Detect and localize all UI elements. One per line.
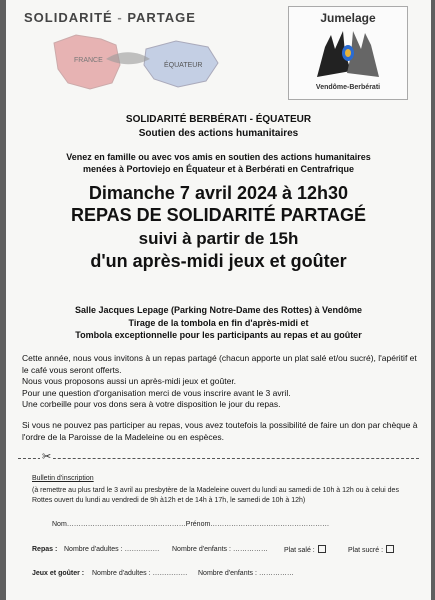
- map-label-ecuador: ÉQUATEUR: [164, 62, 203, 69]
- savory-dish-option[interactable]: [284, 545, 326, 556]
- event-followed: suivi à partir de 15h: [138, 229, 299, 248]
- event-title: REPAS DE SOLIDARITÉ PARTAGÉ: [70, 205, 367, 225]
- jumelage-subtitle: Vendôme-Berbérati: [315, 84, 381, 91]
- savory-dish-checkbox[interactable]: [318, 545, 326, 553]
- body-paragraph: Si vous ne pouvez pas participer au repas, vous avez toutefois la possibilité de faire un don par chèque à l'ordre de la Paroisse de la Madeleine ou en espèces.: [22, 419, 418, 442]
- body-paragraph: Cette année, nous vous invitons à un repas partagé (chacun apporte un plat salé et/ou sucré), l'apéritif et le café vous seront offerts.: [22, 353, 417, 375]
- cut-line: [18, 458, 419, 459]
- meal-children-field[interactable]: Nombre d'enfants : ……………: [172, 546, 268, 553]
- body-text: [22, 353, 419, 443]
- body-paragraph: Une corbeille pour vos dons sera à votre disposition le jour du repas.: [22, 399, 281, 410]
- map-label-france: FRANCE: [74, 57, 103, 64]
- mission-subtitle: Soutien des actions humanitaires: [138, 128, 299, 139]
- intro-line-2: menées à Portoviejo en Équateur et à Berbérati en Centrafrique: [82, 164, 355, 174]
- logo-title-separator: -: [117, 10, 123, 25]
- event-date: Dimanche 7 avril 2024 à 12h30: [88, 183, 349, 203]
- jumelage-logo: [288, 6, 408, 100]
- flyer-page: [6, 0, 431, 600]
- sweet-dish-checkbox[interactable]: [386, 545, 394, 553]
- games-label: Jeux et goûter :: [32, 570, 85, 577]
- hands-icon: [309, 27, 387, 81]
- meal-label: Repas :: [32, 546, 58, 553]
- france-ecuador-map-logo: [46, 25, 226, 95]
- venue-info: [6, 304, 431, 342]
- intro-text: [6, 151, 431, 175]
- jumelage-title: Jumelage: [320, 11, 376, 25]
- form-note: (à remettre au plus tard le 3 avril au presbytère de la Madeleine ouvert du lundi au samedi de 10h à 12h ou à celui des Rottes ouvert du lundi au vendredi de 9h à12h et de 14h à 17h, le samedi de 10h à 12h): [32, 487, 399, 504]
- venue-line-1: Salle Jacques Lepage (Parking Notre-Dame des Rottes) à Vendôme: [74, 305, 363, 315]
- games-adults-field[interactable]: Nombre d'adultes : ……………: [92, 570, 188, 577]
- logo-title: [24, 10, 196, 25]
- scissors-icon: ✂: [42, 451, 52, 463]
- logo-title-right: PARTAGE: [127, 10, 196, 25]
- body-paragraph: Nous vous proposons aussi un après-midi jeux et goûter.: [22, 376, 237, 387]
- intro-line-1: Venez en famille ou avec vos amis en soutien des actions humanitaires: [66, 152, 371, 162]
- event-afternoon: d'un après-midi jeux et goûter: [90, 251, 347, 271]
- form-title: Bulletin d'inscription: [32, 475, 94, 482]
- sweet-dish-option[interactable]: [348, 545, 394, 556]
- savory-dish-label: Plat salé :: [284, 547, 315, 554]
- meal-adults-field[interactable]: Nombre d'adultes : ……………: [64, 546, 160, 553]
- sweet-dish-label: Plat sucré :: [348, 547, 384, 554]
- body-paragraph: Pour une question d'organisation merci de vous inscrire avant le 3 avril.: [22, 387, 291, 398]
- org-title: SOLIDARITÉ BERBÉRATI - ÉQUATEUR: [125, 114, 312, 125]
- venue-line-2: Tirage de la tombola en fin d'après-midi et: [128, 317, 309, 328]
- venue-line-3: Tombola exceptionnelle pour les participants au repas et au goûter: [75, 330, 362, 340]
- logo-title-left: SOLIDARITÉ: [24, 10, 113, 25]
- games-children-field[interactable]: Nombre d'enfants : ……………: [198, 570, 294, 577]
- name-field[interactable]: Nom……………………………………………Prénom……………………………………………: [52, 521, 330, 528]
